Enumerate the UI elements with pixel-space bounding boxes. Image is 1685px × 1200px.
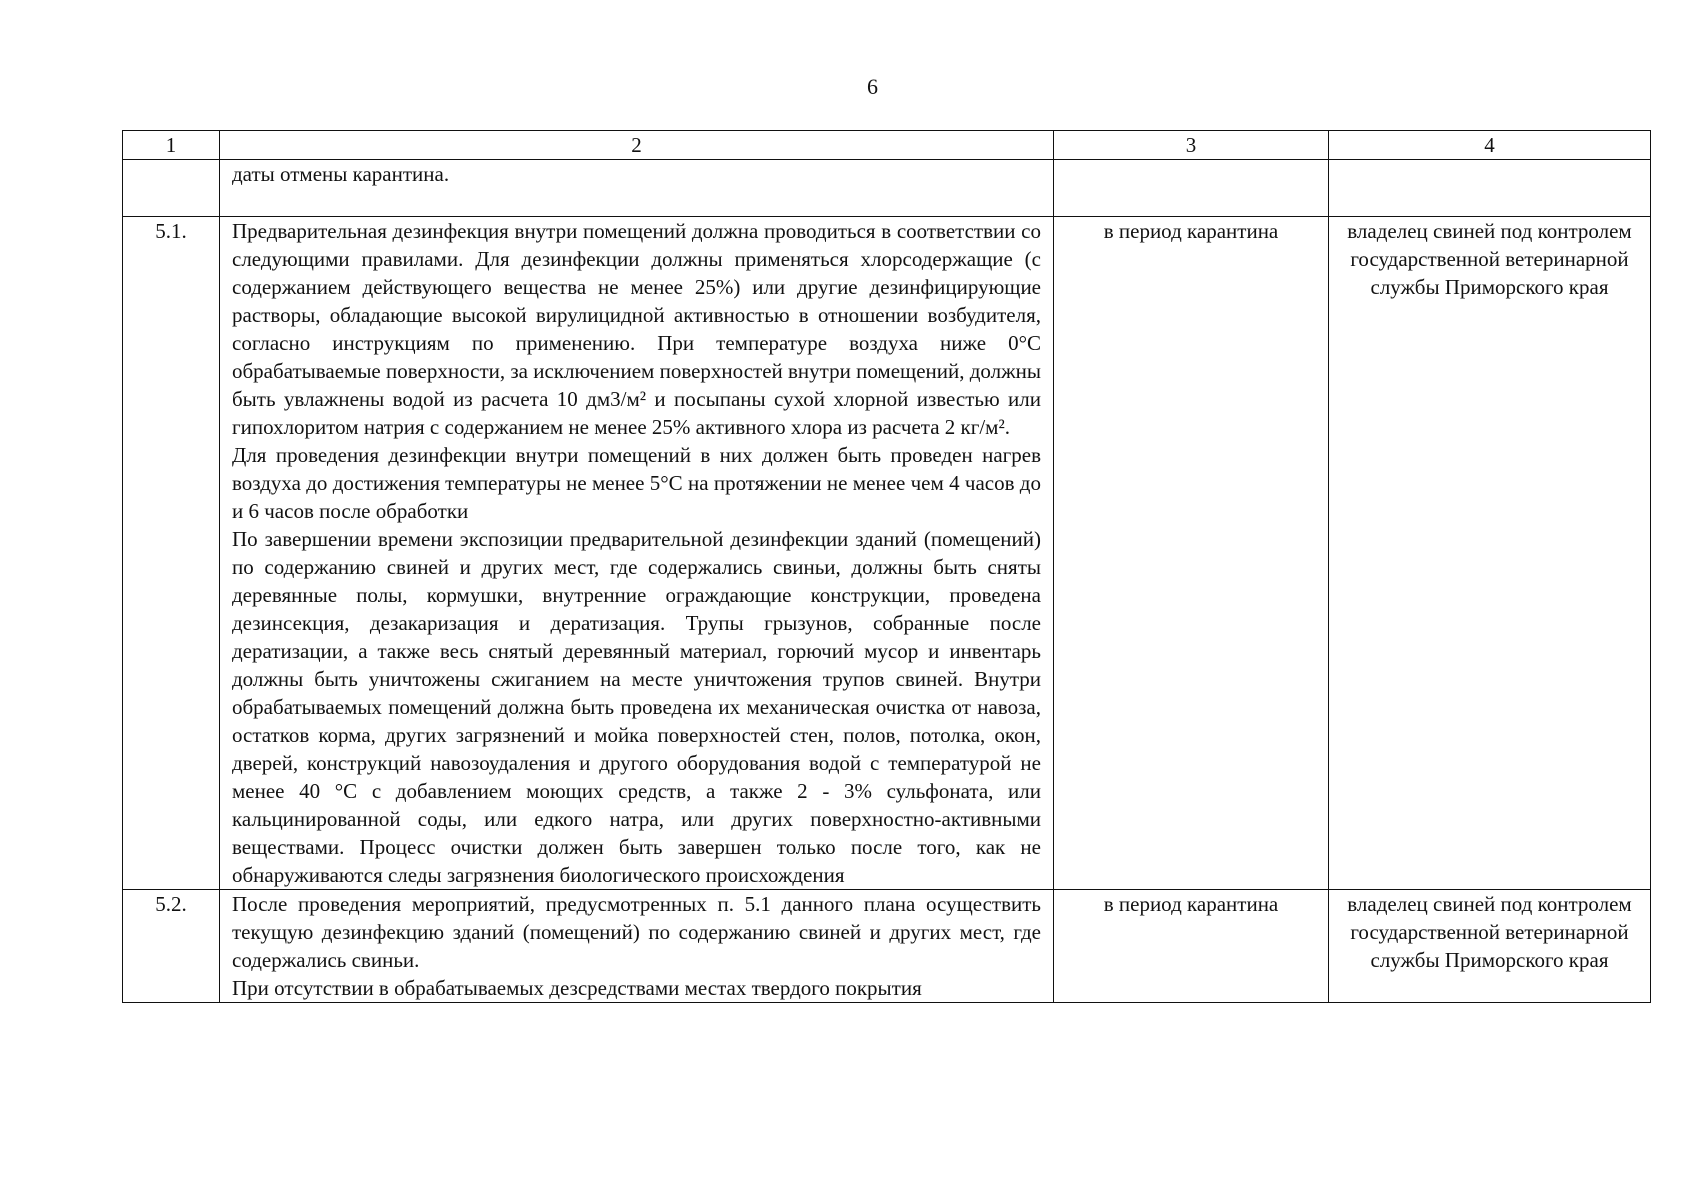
continuation-period-cell — [1054, 160, 1329, 217]
table-header-row — [123, 131, 1651, 160]
column-header-1: 1 — [123, 131, 220, 160]
table-row — [123, 890, 1651, 1003]
continuation-responsible-cell — [1329, 160, 1651, 217]
item-responsible: владелец свиней под контролем государственной ветеринарной службы Приморского края — [1329, 890, 1651, 1003]
item-period: в период карантина — [1054, 217, 1329, 890]
continuation-text: даты отмены карантина. — [220, 160, 1054, 217]
item-description — [220, 890, 1054, 1003]
item-paragraph: После проведения мероприятий, предусмотренных п. 5.1 данного плана осуществить текущую дезинфекцию зданий (помещений) по содержанию свиней и других мест, где содержались свиньи. — [232, 892, 1041, 972]
item-paragraph: При отсутствии в обрабатываемых дезсредствами местах твердого покрытия — [232, 976, 922, 1000]
item-period: в период карантина — [1054, 890, 1329, 1003]
item-paragraph: Для проведения дезинфекции внутри помещений в них должен быть проведен нагрев воздуха до достижения температуры не менее 5°С на протяжении не менее чем 4 часов до и 6 часов после обработки — [232, 443, 1041, 523]
table-row — [123, 217, 1651, 890]
measures-table — [122, 130, 1651, 1003]
item-responsible: владелец свиней под контролем государственной ветеринарной службы Приморского края — [1329, 217, 1651, 890]
page-number: 6 — [867, 74, 878, 99]
table-row-continuation — [123, 160, 1651, 217]
item-paragraph: Предварительная дезинфекция внутри помещений должна проводиться в соответствии со следующими правилами. Для дезинфекции должны применяться хлорсодержащие (с содержанием действующего вещества не менее 25%) или другие дезинфицирующие растворы, обладающие высокой вирулицидной активностью в отношении возбудителя, согласно инструкциям по применению. При температуре воздуха ниже 0°С обрабатываемые поверхности, за исключением поверхностей внутри помещений, должны быть увлажнены водой из расчета 10 дм3/м² и посыпаны сухой хлорной известью или гипохлоритом натрия с содержанием не менее 25% активного хлора из расчета 2 кг/м². — [232, 219, 1041, 439]
item-paragraph: По завершении времени экспозиции предварительной дезинфекции зданий (помещений) по содержанию свиней и других мест, где содержались свиньи, должны быть сняты деревянные полы, кормушки, внутренние ограждающие конструкции, проведена дезинсекция, дезакаризация и дератизация. Трупы грызунов, собранные после дератизации, а также весь снятый деревянный материал, горючий мусор и инвентарь должны быть уничтожены сжиганием на месте уничтожения трупов свиней. Внутри обрабатываемых помещений должна быть проведена их механическая очистка от навоза, остатков корма, других загрязнений и мойка поверхностей стен, полов, потолка, окон, дверей, конструкций навозоудаления и другого оборудования водой с температурой не менее 40 °С с добавлением моющих средств, а также 2 - 3% сульфоната, или кальцинированной соды, или едкого натра, или других поверхностно-активными веществами. Процесс очистки должен быть завершен только после того, как не обнаруживаются следы загрязнения биологического происхождения — [232, 527, 1041, 887]
item-number: 5.2. — [123, 890, 220, 1003]
item-description — [220, 217, 1054, 890]
continuation-num-cell — [123, 160, 220, 217]
item-number: 5.1. — [123, 217, 220, 890]
column-header-4: 4 — [1329, 131, 1651, 160]
column-header-3: 3 — [1054, 131, 1329, 160]
column-header-2: 2 — [220, 131, 1054, 160]
